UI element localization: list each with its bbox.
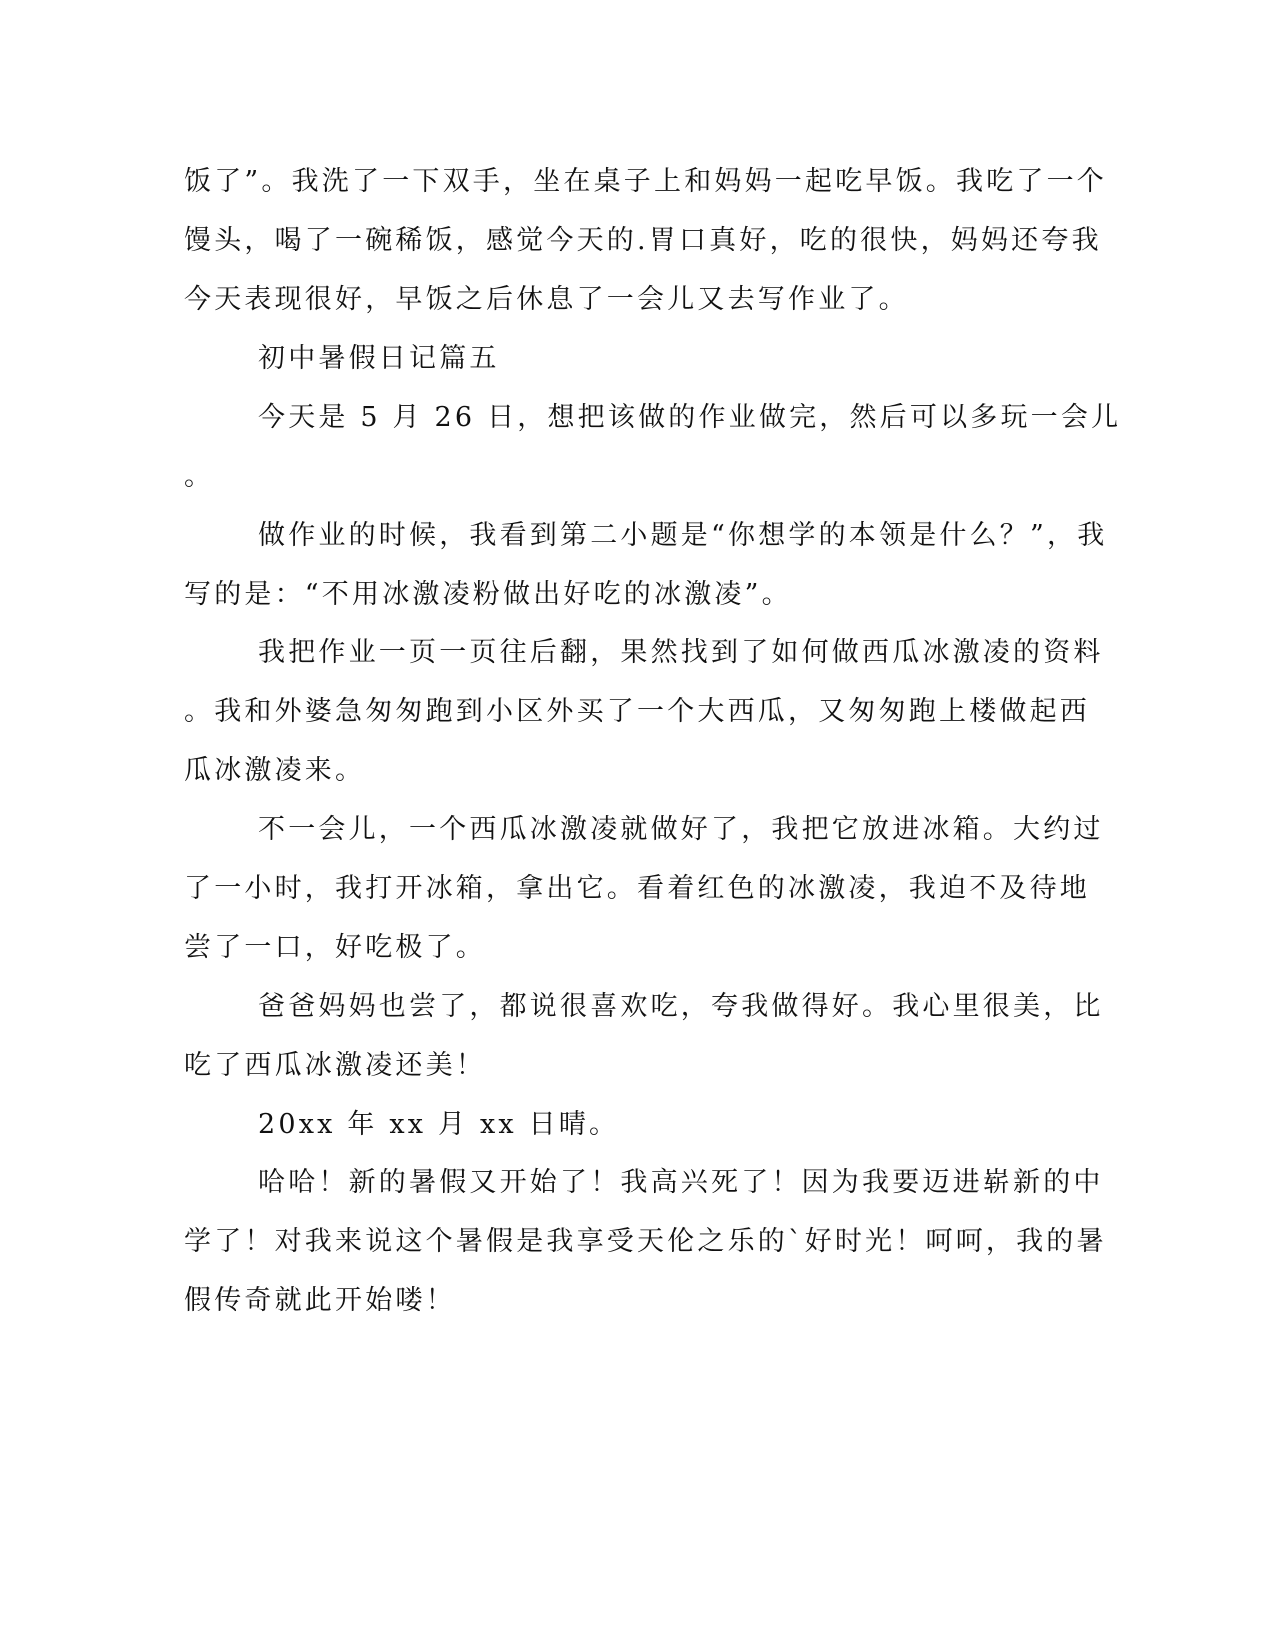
text-line: 爸爸妈妈也尝了，都说很喜欢吃，夸我做得好。我心里很美，比	[258, 991, 1104, 1022]
text-line: 做作业的时候，我看到第二小题是“你想学的本领是什么？”，我	[258, 520, 1108, 551]
text-line: 假传奇就此开始喽！	[184, 1285, 456, 1316]
text-line: 尝了一口，好吃极了。	[184, 932, 486, 963]
text-line: 。	[184, 461, 215, 492]
text-line: 哈哈！新的暑假又开始了！我高兴死了！因为我要迈进崭新的中	[258, 1167, 1104, 1198]
text-line: 今天是 5 月 26 日，想把该做的作业做完，然后可以多玩一会儿	[258, 402, 1122, 433]
text-line: 吃了西瓜冰激凌还美！	[184, 1050, 486, 1081]
diary-date: 20xx 年 xx 月 xx 日晴。	[258, 1109, 620, 1140]
text-line: 饭了”。我洗了一下双手，坐在桌子上和妈妈一起吃早饭。我吃了一个	[184, 166, 1108, 197]
text-line: 学了！对我来说这个暑假是我享受天伦之乐的`好时光！呵呵，我的暑	[184, 1226, 1107, 1257]
text-line: 馒头，喝了一碗稀饭，感觉今天的.胃口真好，吃的很快，妈妈还夸我	[184, 225, 1102, 256]
text-line: 瓜冰激凌来。	[184, 755, 366, 786]
text-line: 我把作业一页一页往后翻，果然找到了如何做西瓜冰激凌的资料	[258, 637, 1104, 668]
text-line: 不一会儿，一个西瓜冰激凌就做好了，我把它放进冰箱。大约过	[258, 814, 1104, 845]
text-line: 今天表现很好，早饭之后休息了一会儿又去写作业了。	[184, 284, 909, 315]
text-line: 写的是：“不用冰激凌粉做出好吃的冰激凌”。	[184, 579, 792, 610]
text-line: 。我和外婆急匆匆跑到小区外买了一个大西瓜，又匆匆跑上楼做起西	[184, 696, 1090, 727]
text-line: 了一小时，我打开冰箱，拿出它。看着红色的冰激凌，我迫不及待地	[184, 873, 1090, 904]
section-heading: 初中暑假日记篇五	[258, 343, 500, 374]
